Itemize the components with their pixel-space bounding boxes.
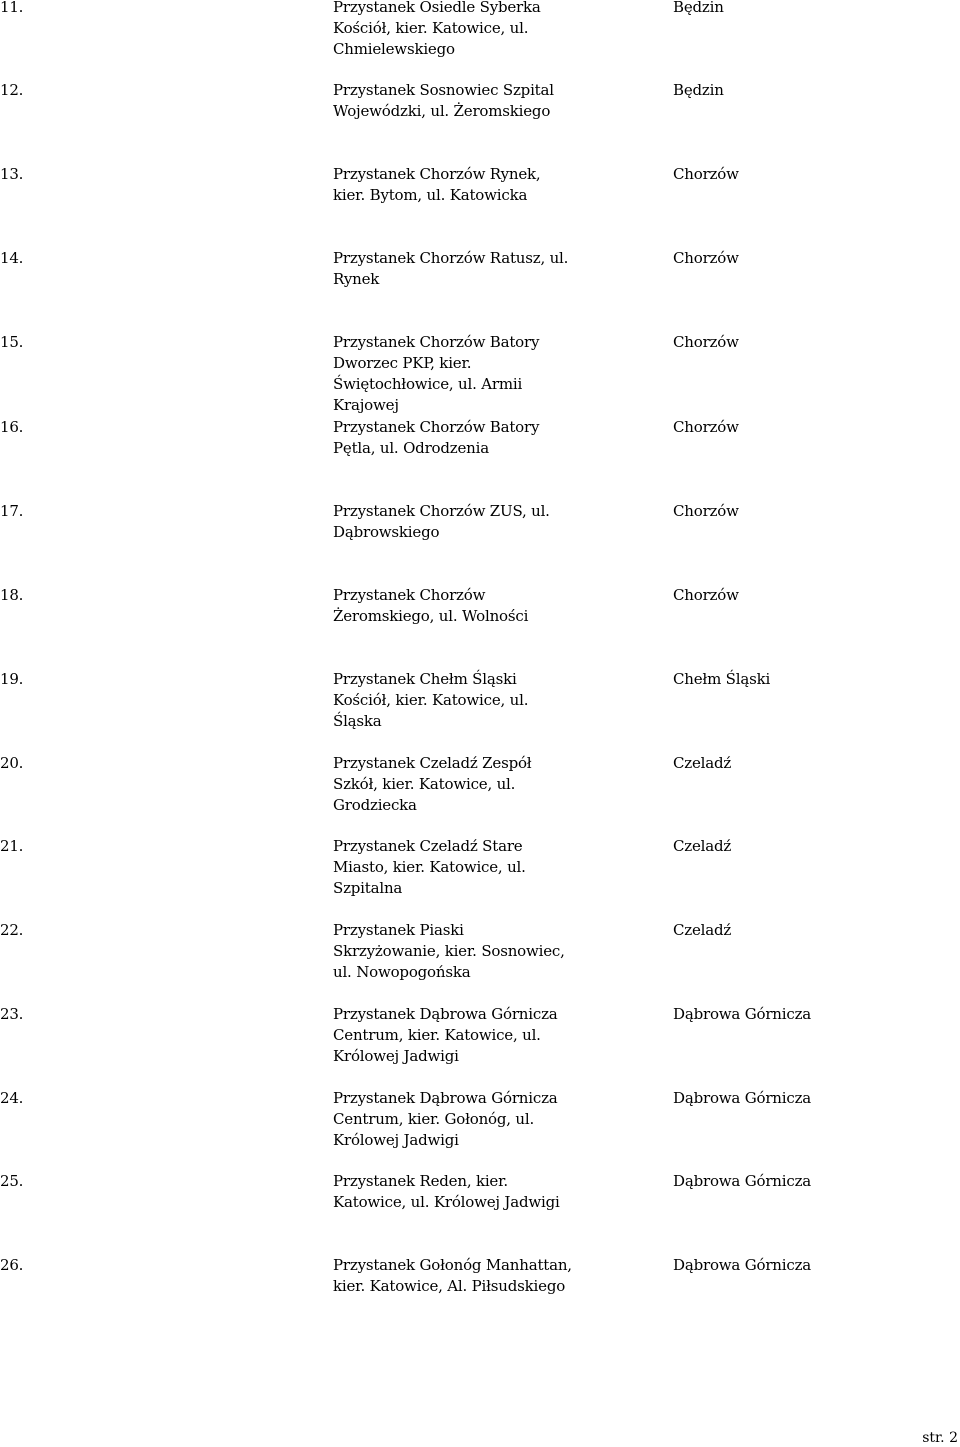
stop-name <box>333 1255 653 1297</box>
city-name: Chełm Śląski <box>673 670 771 688</box>
row-number: 15. <box>0 333 24 351</box>
row-number: 21. <box>0 837 24 855</box>
city-name: Chorzów <box>673 165 739 183</box>
stop-name-line: Przystanek Gołonóg Manhattan, <box>333 1256 572 1274</box>
row-number: 13. <box>0 165 24 183</box>
stop-name-line: Przystanek Chorzów Batory <box>333 418 540 436</box>
stop-name-line: Miasto, kier. Katowice, ul. <box>333 858 526 876</box>
stop-name-line: ul. Nowopogońska <box>333 963 471 981</box>
stop-name <box>333 501 653 543</box>
stop-name-line: Przystanek Dąbrowa Górnicza <box>333 1089 558 1107</box>
stop-name <box>333 669 653 732</box>
stop-name <box>333 0 653 60</box>
row-number: 16. <box>0 418 24 436</box>
stop-name-line: Kościół, kier. Katowice, ul. <box>333 691 529 709</box>
stop-name-line: Skrzyżowanie, kier. Sosnowiec, <box>333 942 565 960</box>
city-name: Czeladź <box>673 921 732 939</box>
stop-name <box>333 417 653 459</box>
stop-name-line: Szkół, kier. Katowice, ul. <box>333 775 516 793</box>
stop-name-line: Szpitalna <box>333 879 403 897</box>
stop-name <box>333 836 653 899</box>
stop-name <box>333 585 653 627</box>
city-name: Dąbrowa Górnicza <box>673 1172 812 1190</box>
stop-name-line: Przystanek Dąbrowa Górnicza <box>333 1005 558 1023</box>
stop-name-line: Przystanek Czeladź Stare <box>333 837 523 855</box>
stop-name-line: Przystanek Chełm Śląski <box>333 670 517 688</box>
stop-name-line: Królowej Jadwigi <box>333 1047 459 1065</box>
city-name: Dąbrowa Górnicza <box>673 1005 812 1023</box>
stop-name <box>333 1088 653 1151</box>
stop-name-line: Przystanek Piaski <box>333 921 464 939</box>
stop-name-line: Żeromskiego, ul. Wolności <box>333 607 529 625</box>
stop-name-line: kier. Bytom, ul. Katowicka <box>333 186 528 204</box>
stop-name <box>333 920 653 983</box>
stop-name-line: Przystanek Chorzów Ratusz, ul. <box>333 249 569 267</box>
city-name: Czeladź <box>673 754 732 772</box>
stop-name-line: Przystanek Osiedle Syberka <box>333 0 541 16</box>
stop-name <box>333 80 653 122</box>
city-name: Czeladź <box>673 837 732 855</box>
stop-name-line: Przystanek Chorzów <box>333 586 486 604</box>
stop-name-line: Przystanek Reden, kier. <box>333 1172 509 1190</box>
stop-name <box>333 332 653 416</box>
stop-name-line: Grodziecka <box>333 796 417 814</box>
stop-name <box>333 753 653 816</box>
row-number: 18. <box>0 586 24 604</box>
row-number: 12. <box>0 81 24 99</box>
row-number: 24. <box>0 1089 24 1107</box>
stop-name-line: Centrum, kier. Gołonóg, ul. <box>333 1110 535 1128</box>
city-name: Chorzów <box>673 418 739 436</box>
stop-name-line: kier. Katowice, Al. Piłsudskiego <box>333 1277 566 1295</box>
stop-name-line: Pętla, ul. Odrodzenia <box>333 439 489 457</box>
stop-name-line: Centrum, kier. Katowice, ul. <box>333 1026 541 1044</box>
stop-name-line: Chmielewskiego <box>333 40 455 58</box>
stop-name <box>333 164 653 206</box>
city-name: Będzin <box>673 81 724 99</box>
stop-name-line: Przystanek Chorzów Rynek, <box>333 165 541 183</box>
stop-name <box>333 248 653 290</box>
city-name: Chorzów <box>673 502 739 520</box>
row-number: 23. <box>0 1005 24 1023</box>
stop-name-line: Śląska <box>333 712 382 730</box>
stop-name <box>333 1004 653 1067</box>
stop-name-line: Katowice, ul. Królowej Jadwigi <box>333 1193 560 1211</box>
row-number: 17. <box>0 502 24 520</box>
row-number: 25. <box>0 1172 24 1190</box>
city-name: Będzin <box>673 0 724 16</box>
stop-name-line: Świętochłowice, ul. Armii <box>333 375 523 393</box>
stop-name-line: Królowej Jadwigi <box>333 1131 459 1149</box>
page-number: str. 2 <box>922 1430 958 1446</box>
stop-name <box>333 1171 653 1213</box>
row-number: 19. <box>0 670 24 688</box>
row-number: 26. <box>0 1256 24 1274</box>
city-name: Chorzów <box>673 586 739 604</box>
stop-name-line: Dworzec PKP, kier. <box>333 354 472 372</box>
stop-name-line: Dąbrowskiego <box>333 523 440 541</box>
city-name: Chorzów <box>673 249 739 267</box>
stop-name-line: Krajowej <box>333 396 399 414</box>
city-name: Dąbrowa Górnicza <box>673 1089 812 1107</box>
city-name: Chorzów <box>673 333 739 351</box>
stop-name-line: Wojewódzki, ul. Żeromskiego <box>333 102 551 120</box>
stop-name-line: Przystanek Czeladź Zespół <box>333 754 532 772</box>
row-number: 22. <box>0 921 24 939</box>
row-number: 14. <box>0 249 24 267</box>
stop-name-line: Rynek <box>333 270 380 288</box>
row-number: 20. <box>0 754 24 772</box>
stop-name-line: Kościół, kier. Katowice, ul. <box>333 19 529 37</box>
stop-name-line: Przystanek Chorzów Batory <box>333 333 540 351</box>
stop-name-line: Przystanek Chorzów ZUS, ul. <box>333 502 550 520</box>
stop-name-line: Przystanek Sosnowiec Szpital <box>333 81 554 99</box>
city-name: Dąbrowa Górnicza <box>673 1256 812 1274</box>
row-number: 11. <box>0 0 24 16</box>
